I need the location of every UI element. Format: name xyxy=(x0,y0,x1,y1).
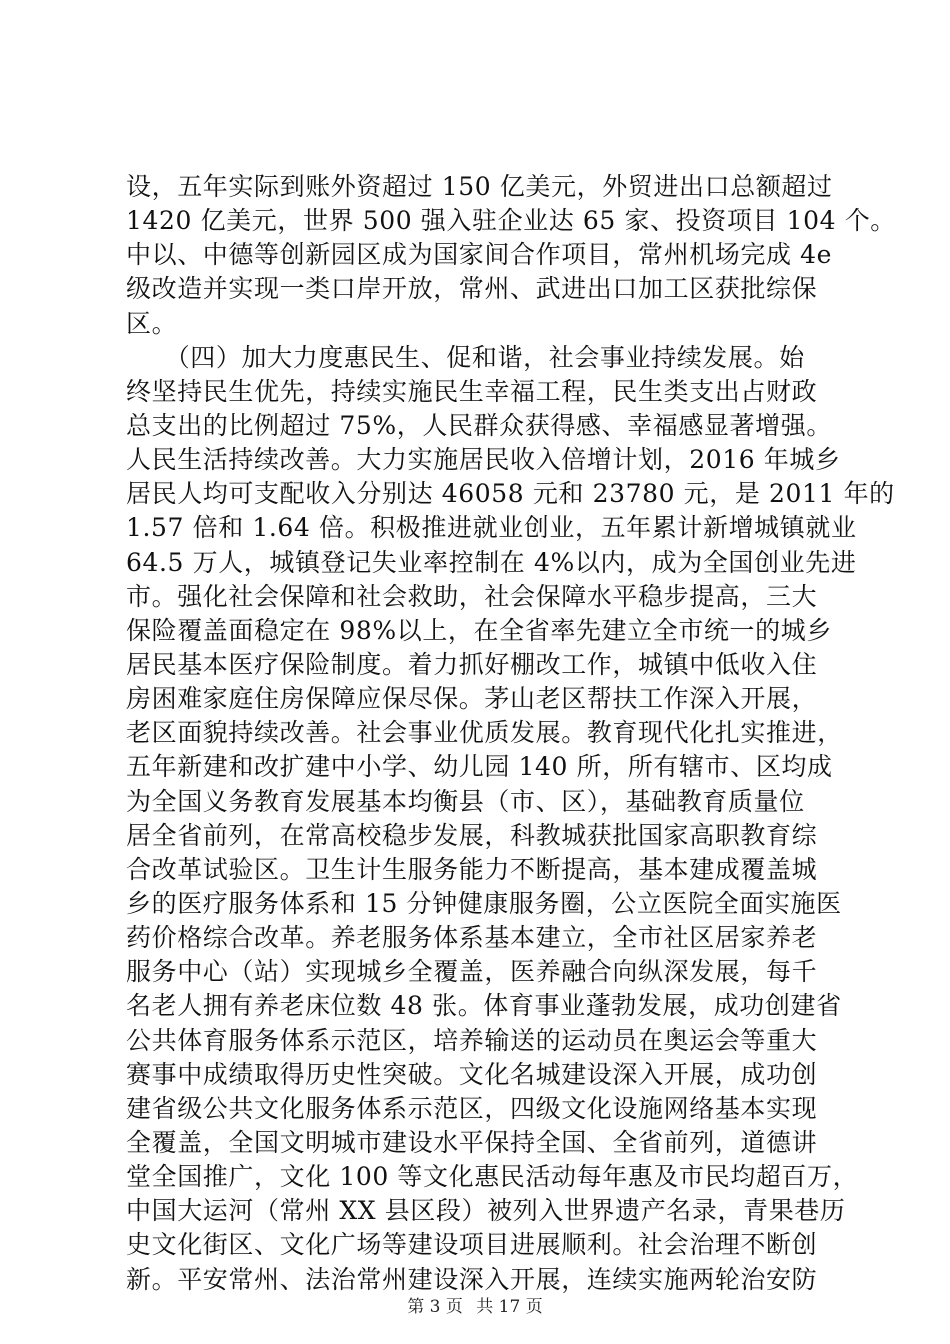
text-line: 1420 亿美元，世界 500 强入驻企业达 65 家、投资项目 104 个。 xyxy=(126,206,896,236)
text-line: 区。 xyxy=(126,308,178,338)
text-line: 人民生活持续改善。大力实施居民收入倍增计划，2016 年城乡 xyxy=(126,445,841,475)
text-line: 为全国义务教育发展基本均衡县（市、区），基础教育质量位 xyxy=(126,786,805,816)
text-line: 五年新建和改扩建中小学、幼儿园 140 所，所有辖市、区均成 xyxy=(126,752,833,782)
text-line: 药价格综合改革。养老服务体系基本建立，全市社区居家养老 xyxy=(126,923,818,953)
paragraph-heading-line: （四）加大力度惠民生、促和谐，社会事业持续发展。始 xyxy=(126,342,805,372)
page-footer xyxy=(0,1292,950,1317)
body-text xyxy=(126,170,896,1297)
text-line: 中以、中德等创新园区成为国家间合作项目，常州机场完成 4e xyxy=(126,240,833,270)
text-line: 堂全国推广，文化 100 等文化惠民活动每年惠及市民均超百万， xyxy=(126,1162,859,1192)
text-line: 合改革试验区。卫生计生服务能力不断提高，基本建成覆盖城 xyxy=(126,854,818,884)
text-line: 总支出的比例超过 75%，人民群众获得感、幸福感显著增强。 xyxy=(126,410,832,440)
text-line: 1.57 倍和 1.64 倍。积极推进就业创业，五年累计新增城镇就业 xyxy=(126,513,857,543)
text-line: 新。平安常州、法治常州建设深入开展，连续实施两轮治安防 xyxy=(126,1264,818,1294)
text-line: 设，五年实际到账外资超过 150 亿美元，外贸进出口总额超过 xyxy=(126,172,833,201)
text-line: 终坚持民生优先，持续实施民生幸福工程，民生类支出占财政 xyxy=(126,376,818,406)
text-line: 市。强化社会保障和社会救助，社会保障水平稳步提高，三大 xyxy=(126,581,818,611)
text-line: 建省级公共文化服务体系示范区，四级文化设施网络基本实现 xyxy=(126,1093,818,1123)
text-line: 赛事中成绩取得历史性突破。文化名城建设深入开展，成功创 xyxy=(126,1059,818,1089)
page-total: 共 17 页 xyxy=(476,1297,543,1317)
text-line: 名老人拥有养老床位数 48 张。体育事业蓬勃发展，成功创建省 xyxy=(126,991,842,1021)
text-line: 史文化街区、文化广场等建设项目进展顺利。社会治理不断创 xyxy=(126,1230,818,1260)
text-line: 房困难家庭住房保障应保尽保。茅山老区帮扶工作深入开展， xyxy=(126,684,818,714)
text-line: 级改造并实现一类口岸开放，常州、武进出口加工区获批综保 xyxy=(126,274,818,304)
text-line: 居民人均可支配收入分别达 46058 元和 23780 元，是 2011 年的 xyxy=(126,479,895,509)
text-line: 居全省前列，在常高校稳步发展，科教城获批国家高职教育综 xyxy=(126,820,818,850)
text-line: 全覆盖，全国文明城市建设水平保持全国、全省前列，道德讲 xyxy=(126,1127,818,1157)
text-line: 公共体育服务体系示范区，培养输送的运动员在奥运会等重大 xyxy=(126,1025,818,1055)
text-line: 老区面貌持续改善。社会事业优质发展。教育现代化扎实推进， xyxy=(126,718,843,748)
text-line: 保险覆盖面稳定在 98%以上，在全省率先建立全市统一的城乡 xyxy=(126,615,832,645)
text-line: 乡的医疗服务体系和 15 分钟健康服务圈，公立医院全面实施医 xyxy=(126,888,842,918)
text-line: 居民基本医疗保险制度。着力抓好棚改工作，城镇中低收入住 xyxy=(126,649,818,679)
text-line: 服务中心（站）实现城乡全覆盖，医养融合向纵深发展，每千 xyxy=(126,957,818,987)
page-number: 第 3 页 xyxy=(407,1297,463,1317)
text-line: 中国大运河（常州 XX 县区段）被列入世界遗产名录，青果巷历 xyxy=(126,1196,846,1226)
text-line: 64.5 万人，城镇登记失业率控制在 4%以内，成为全国创业先进 xyxy=(126,547,857,577)
